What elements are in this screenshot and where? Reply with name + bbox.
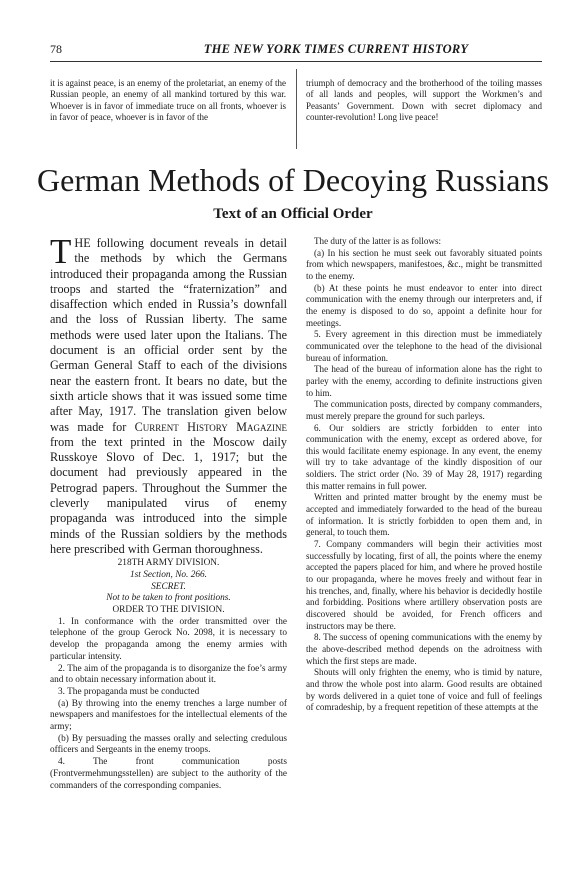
order-paragraph: 3. The propaganda must be conducted xyxy=(58,686,200,697)
order-paragraph: (b) At these points he must endeavor to enter into direct communication with the enemy through our interpreters and, if the enemy is disposed to do so, appoint a definite hour for meetings. xyxy=(306,282,542,328)
running-header xyxy=(50,42,542,58)
magazine-name: Current History Magazine xyxy=(134,419,288,434)
section-line: 1st Section, No. 266. xyxy=(130,569,207,580)
order-paragraph: 2. The aim of the propaganda is to disorganize the foe’s army and to obtain necessary information about it. xyxy=(50,663,287,686)
order-paragraph: 6. Our soldiers are strictly forbidden to enter into communication with the enemy, except as ordered above, for this would facilitate enemy espionage. In any event, the enemy will try to take advantage of the kindly disposition of our soldiers. The strict order (No. 39 of May 28, 1917) regarding this matter remains in full power. xyxy=(306,422,542,491)
order-paragraph: (b) By persuading the masses orally and selecting credulous officers and Sergeants in the enemy troops. xyxy=(50,733,287,756)
order-paragraphs-left xyxy=(50,617,287,793)
article-headline: German Methods of Decoying Russians xyxy=(37,162,549,198)
continuation-left: it is against peace, is an enemy of the proletariat, an enemy of the Russian people, an enemy of all mankind tortured by this war. Whoever is in favor of immediate truce on all fronts, whoever is in favor of peace, whoever is in favor of the xyxy=(50,78,286,122)
previous-article-continuation xyxy=(50,69,542,155)
order-paragraph: The head of the bureau of information alone has the right to parley with the enemy, according to definite instructions given to him. xyxy=(306,364,542,398)
order-paragraph: 5. Every agreement in this direction must be immediately communicated over the telephone to the head of the divisional bureau of information. xyxy=(306,329,542,363)
order-paragraph: 1. In conformance with the order transmitted over the telephone of the group Gerock No. 2098, it is necessary to develop the propaganda among the enemy armies with particular intensity. xyxy=(50,616,287,662)
order-paragraph: The duty of the latter is as follows: xyxy=(314,236,442,246)
order-paragraph: 7. Company commanders will begin their activities most successfully by locating, first of all, the points where the enemy accepted the papers placed for him, and where he proved hostile to our propaganda, where he moves freely and without fear in his trenches, and, finally, where his behavior is decidedly hostile and forbidding. Positions where artillery observation posts are discovered should be avoided, for French officers and instructors may be there. xyxy=(306,539,542,631)
continuation-right: triumph of democracy and the brotherhood of the toiling masses of all lands and peoples, will support the Workmen’s and Peasants’ Government. Down with secret diplomacy and counter-revolution! Long live peace! xyxy=(306,78,542,122)
intro-text-b: from the text printed in the Moscow daily Russkoye Slovo of Dec. 1, 1917; but the document had previously appeared in the Petrograd papers. Throughout the Summer the cleverly manipulated virus of enemy propaganda was introduced into the simple minds of the Russian soldiers by the methods here prescribed with German thoroughness. xyxy=(50,434,287,556)
header-rule xyxy=(50,61,542,62)
order-paragraph: 4. The front communication posts (Frontvermehmungsstellen) are subject to the authority of the commanders of the corresponding companies. xyxy=(50,757,287,791)
column-divider xyxy=(296,69,297,149)
drop-cap: T xyxy=(50,232,72,271)
order-title: ORDER TO THE DIVISION. xyxy=(112,605,225,616)
order-paragraph: (a) By throwing into the enemy trenches a large number of newspapers and manifestoes for the intellectual elements of the army; xyxy=(50,698,287,733)
order-paragraphs-right xyxy=(306,236,542,714)
order-paragraph: (a) In his section he must seek out favorably situated points from which newspapers, manifestoes, &c., might be transmitted to the enemy. xyxy=(306,247,542,281)
intro-paragraph xyxy=(50,232,288,557)
order-paragraph: Written and printed matter brought by the enemy must be accepted and immediately forwarded to the head of the bureau of information. It is strictly forbidden to open them and, in general, to touch them. xyxy=(306,492,542,538)
right-column xyxy=(306,236,542,714)
left-column xyxy=(50,232,288,792)
order-paragraph: The communication posts, directed by company commanders, must merely prepare the ground for such parleys. xyxy=(306,399,542,421)
running-title: THE NEW YORK TIMES CURRENT HISTORY xyxy=(203,42,469,56)
article-subhead: Text of an Official Order xyxy=(213,206,373,222)
page-number: 78 xyxy=(50,42,62,56)
notice-line: Not to be taken to front positions. xyxy=(106,593,231,604)
intro-text-a: HE following document reveals in detail the methods by which the Germans introduced their propaganda among the Russian troops and started the “fraternization” and disaffection which ended in Russia’s downfall and the loss of Russian liberty. The same methods were used later upon the Italians. The document is an official order sent by the German General Staff to each of the divisions near the eastern front. It bears no date, but the sixth article shows that it was issued some time after May, 1917. The translation given below was made for xyxy=(50,236,287,434)
division-line: 218TH ARMY DIVISION. xyxy=(117,558,220,569)
order-paragraph: 8. The success of opening communications with the enemy by the above-described method depends on the adroitness with which the first steps are made. xyxy=(306,632,542,666)
order-paragraph: Shouts will only frighten the enemy, who is timid by nature, and throw the whole post into alarm. Good results are obtained by words delivered in a quiet tone of voice and full of feelings of comradeship, by a frequent repetition of these attempts at the xyxy=(306,667,542,713)
secret-line: SECRET. xyxy=(151,581,186,592)
